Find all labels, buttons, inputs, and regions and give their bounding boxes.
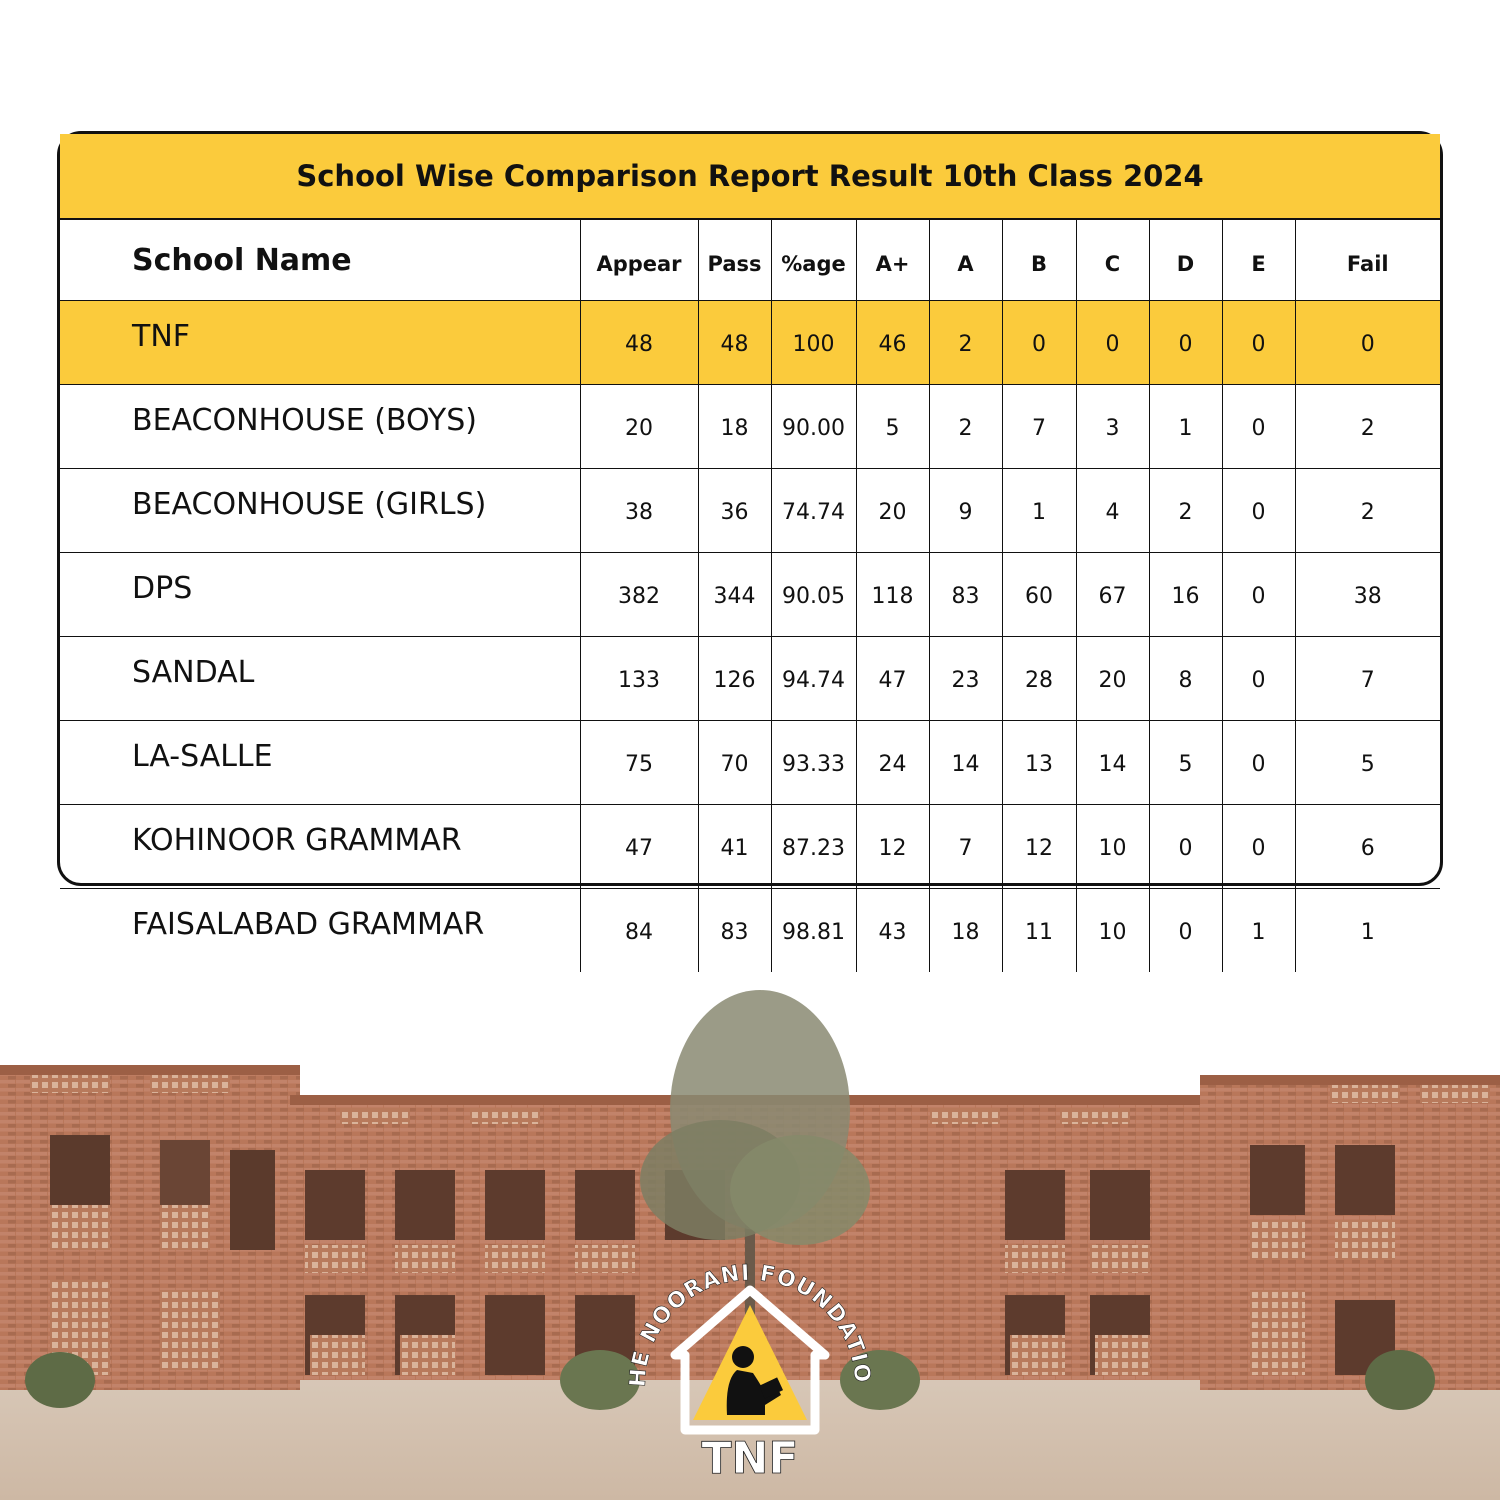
school-name: DPS [60,553,580,637]
pass-value: 41 [698,805,771,889]
a-plus-value: 5 [856,385,929,469]
fail-value: 38 [1295,553,1440,637]
appear-value: 382 [580,553,698,637]
table-row-tnf [60,301,1440,385]
e-value: 0 [1222,385,1295,469]
a-value: 18 [929,889,1002,973]
percentage-value: 87.23 [771,805,856,889]
column-header-fail: Fail [1295,220,1440,301]
e-value: 0 [1222,301,1295,385]
column-header-a-plus: A+ [856,220,929,301]
school-name: TNF [60,301,580,385]
fail-value: 2 [1295,469,1440,553]
table-row [60,553,1440,637]
table-row [60,637,1440,721]
a-plus-value: 46 [856,301,929,385]
report-title: School Wise Comparison Report Result 10th Class 2024 [60,134,1440,220]
column-header-b: B [1002,220,1076,301]
appear-value: 20 [580,385,698,469]
d-value: 0 [1149,301,1222,385]
fail-value: 7 [1295,637,1440,721]
percentage-value: 94.74 [771,637,856,721]
b-value: 13 [1002,721,1076,805]
c-value: 0 [1076,301,1149,385]
comparison-report-table [57,131,1443,945]
percentage-value: 98.81 [771,889,856,973]
logo-abbreviation: TNF [701,1433,799,1484]
b-value: 0 [1002,301,1076,385]
header-row [60,220,1440,301]
b-value: 7 [1002,385,1076,469]
c-value: 67 [1076,553,1149,637]
table-row [60,805,1440,889]
school-name: BEACONHOUSE (GIRLS) [60,469,580,553]
d-value: 1 [1149,385,1222,469]
d-value: 8 [1149,637,1222,721]
school-name: LA-SALLE [60,721,580,805]
percentage-value: 90.05 [771,553,856,637]
appear-value: 75 [580,721,698,805]
pass-value: 70 [698,721,771,805]
percentage-value: 74.74 [771,469,856,553]
a-value: 14 [929,721,1002,805]
appear-value: 84 [580,889,698,973]
column-header-e: E [1222,220,1295,301]
a-value: 7 [929,805,1002,889]
fail-value: 5 [1295,721,1440,805]
fail-value: 2 [1295,385,1440,469]
house-reading-child-icon [615,1215,885,1485]
pass-value: 18 [698,385,771,469]
results-table [60,220,1440,972]
a-plus-value: 118 [856,553,929,637]
d-value: 5 [1149,721,1222,805]
a-plus-value: 12 [856,805,929,889]
e-value: 0 [1222,721,1295,805]
b-value: 1 [1002,469,1076,553]
d-value: 16 [1149,553,1222,637]
percentage-value: 90.00 [771,385,856,469]
b-value: 60 [1002,553,1076,637]
c-value: 10 [1076,805,1149,889]
logo-arc-text: HE NOORANI FOUNDATIO [625,1260,875,1388]
appear-value: 133 [580,637,698,721]
b-value: 28 [1002,637,1076,721]
c-value: 3 [1076,385,1149,469]
b-value: 12 [1002,805,1076,889]
e-value: 0 [1222,805,1295,889]
appear-value: 48 [580,301,698,385]
a-plus-value: 47 [856,637,929,721]
table-row [60,469,1440,553]
pass-value: 126 [698,637,771,721]
a-value: 83 [929,553,1002,637]
school-name: FAISALABAD GRAMMAR [132,907,485,942]
e-value: 1 [1222,889,1295,973]
b-value: 11 [1002,889,1076,973]
percentage-value: 93.33 [771,721,856,805]
c-value: 14 [1076,721,1149,805]
fail-value: 1 [1295,889,1440,973]
pass-value: 83 [698,889,771,973]
column-header-d: D [1149,220,1222,301]
table-row [60,385,1440,469]
fail-value: 0 [1295,301,1440,385]
d-value: 0 [1149,889,1222,973]
pass-value: 344 [698,553,771,637]
column-header-school-name: School Name [60,220,580,301]
column-header-appear: Appear [580,220,698,301]
d-value: 0 [1149,805,1222,889]
a-value: 2 [929,385,1002,469]
fail-value: 6 [1295,805,1440,889]
percentage-value: 100 [771,301,856,385]
c-value: 10 [1076,889,1149,973]
school-name: SANDAL [60,637,580,721]
column-header-pass: Pass [698,220,771,301]
column-header-percentage: %age [771,220,856,301]
e-value: 0 [1222,469,1295,553]
appear-value: 38 [580,469,698,553]
a-plus-value: 43 [856,889,929,973]
appear-value: 47 [580,805,698,889]
a-plus-value: 24 [856,721,929,805]
school-name: BEACONHOUSE (BOYS) [60,385,580,469]
d-value: 2 [1149,469,1222,553]
c-value: 4 [1076,469,1149,553]
foundation-logo [615,1215,885,1485]
column-header-a: A [929,220,1002,301]
a-value: 2 [929,301,1002,385]
pass-value: 36 [698,469,771,553]
e-value: 0 [1222,553,1295,637]
column-header-c: C [1076,220,1149,301]
c-value: 20 [1076,637,1149,721]
school-name: KOHINOOR GRAMMAR [60,805,580,889]
e-value: 0 [1222,637,1295,721]
table-row [60,721,1440,805]
a-plus-value: 20 [856,469,929,553]
a-value: 9 [929,469,1002,553]
a-value: 23 [929,637,1002,721]
pass-value: 48 [698,301,771,385]
